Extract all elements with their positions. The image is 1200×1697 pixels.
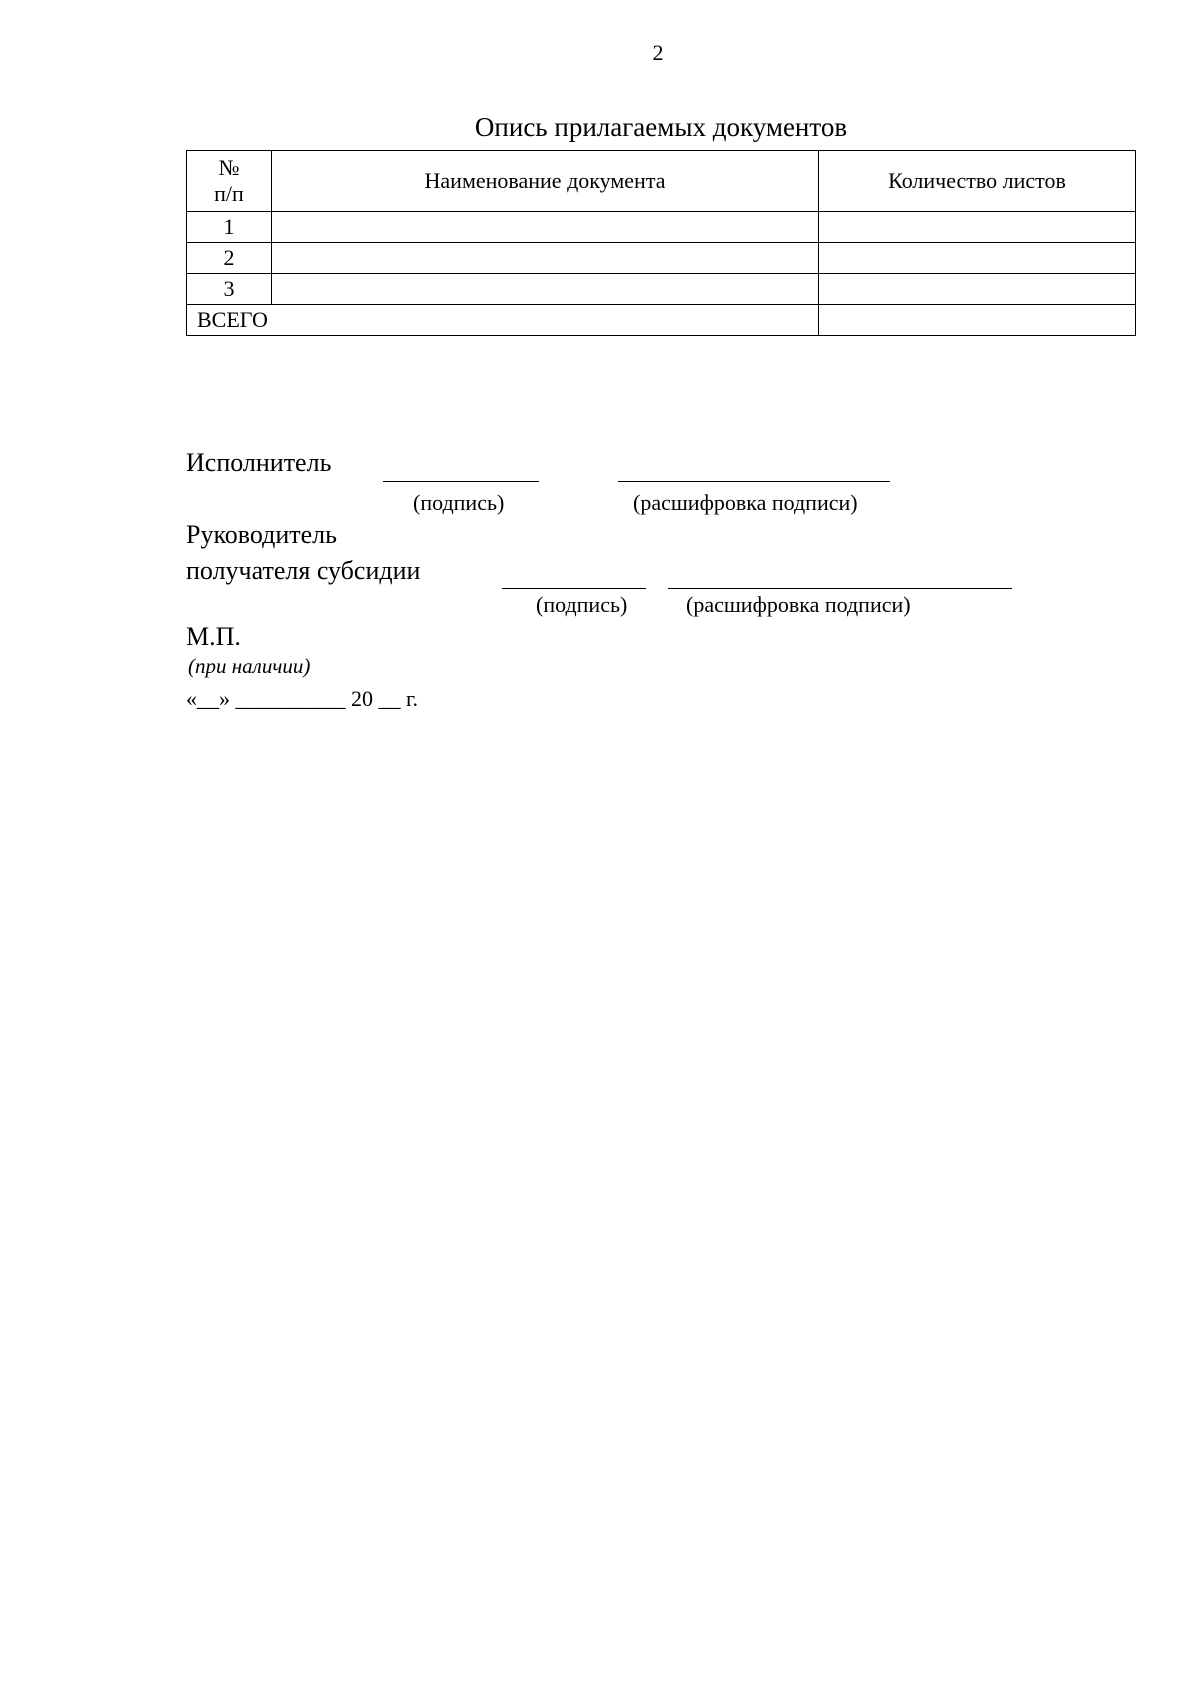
table-total-row [187,305,1136,336]
head-label-line2: получателя субсидии [186,556,421,585]
table-row [187,274,1136,305]
table-row [187,212,1136,243]
header-sheet-count: Количество листов [819,151,1136,212]
row-document-name[interactable] [272,274,819,305]
row-number: 2 [187,243,272,274]
head-label-line1: Руководитель [186,520,337,549]
row-sheet-count[interactable] [819,274,1136,305]
executor-signature-line[interactable] [383,481,539,482]
executor-signature-hint: (подпись) [413,490,505,515]
row-sheet-count[interactable] [819,243,1136,274]
executor-decoding-line[interactable] [618,481,890,482]
header-number-symbol: № [218,155,240,180]
row-document-name[interactable] [272,243,819,274]
documents-table [186,150,1136,336]
total-label: ВСЕГО [187,305,819,336]
header-number-pp: п/п [214,181,244,206]
row-number: 3 [187,274,272,305]
stamp-label: М.П. [186,622,241,651]
document-title: Опись прилагаемых документов [474,112,848,142]
table-row [187,243,1136,274]
header-document-name: Наименование документа [272,151,819,212]
row-number: 1 [187,212,272,243]
header-number-cell [187,151,272,212]
executor-decoding-hint: (расшифровка подписи) [633,490,858,515]
head-signature-hint: (подпись) [536,592,628,617]
head-decoding-line[interactable] [668,588,1012,589]
page-number: 2 [652,40,664,65]
executor-label: Исполнитель [186,448,332,477]
head-signature-line[interactable] [502,588,646,589]
table-header-row [187,151,1136,212]
date-line[interactable]: «__» __________ 20 __ г. [186,686,419,711]
stamp-note: (при наличии) [188,654,311,678]
head-decoding-hint: (расшифровка подписи) [686,592,911,617]
row-document-name[interactable] [272,212,819,243]
row-sheet-count[interactable] [819,212,1136,243]
total-sheet-count[interactable] [819,305,1136,336]
